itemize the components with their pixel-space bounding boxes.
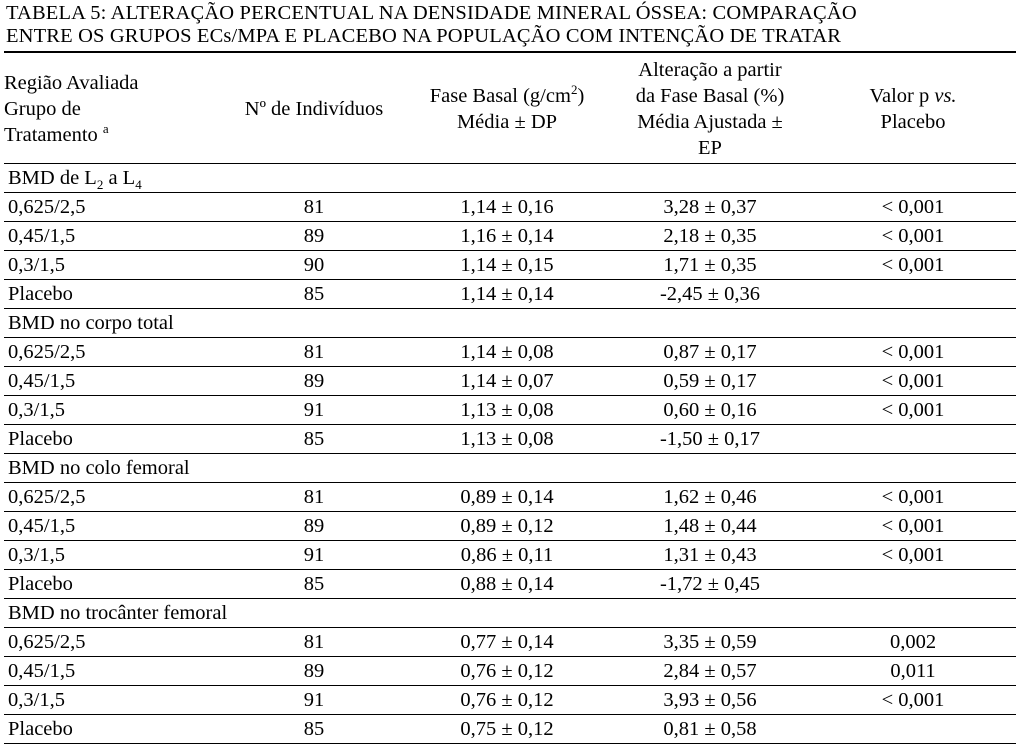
table-row: [4, 541, 1016, 570]
table-row: [4, 512, 1016, 541]
header-change-line-4: EP: [698, 137, 722, 159]
cell-n: 89: [224, 657, 404, 686]
cell-change: -1,50 ± 0,17: [610, 425, 810, 454]
header-baseline: [404, 52, 610, 164]
cell-p: < 0,001: [810, 367, 1016, 396]
cell-n: 85: [224, 715, 404, 744]
header-n-subjects-text: Nº de Indivíduos: [244, 98, 384, 120]
cell-basal: 0,75 ± 0,12: [404, 715, 610, 744]
cell-p: [810, 425, 1016, 454]
table-row: [4, 396, 1016, 425]
cell-p: < 0,001: [810, 483, 1016, 512]
cell-basal: 1,14 ± 0,14: [404, 280, 610, 309]
cell-group: Placebo: [4, 280, 224, 309]
cell-basal: 0,76 ± 0,12: [404, 686, 610, 715]
cell-basal: 0,76 ± 0,12: [404, 657, 610, 686]
cell-group: Placebo: [4, 715, 224, 744]
table-row: [4, 657, 1016, 686]
header-n-subjects: [224, 52, 404, 164]
table-row: [4, 483, 1016, 512]
table-row: [4, 425, 1016, 454]
cell-basal: 1,14 ± 0,15: [404, 251, 610, 280]
cell-group: 0,625/2,5: [4, 483, 224, 512]
cell-basal: 0,89 ± 0,14: [404, 483, 610, 512]
cell-n: 81: [224, 628, 404, 657]
cell-basal: 1,14 ± 0,08: [404, 338, 610, 367]
section-row: [4, 599, 1016, 628]
table-row: [4, 280, 1016, 309]
table-row: [4, 251, 1016, 280]
cell-basal: 0,77 ± 0,14: [404, 628, 610, 657]
cell-group: 0,3/1,5: [4, 686, 224, 715]
cell-group: 0,625/2,5: [4, 193, 224, 222]
cell-basal: 1,13 ± 0,08: [404, 425, 610, 454]
cell-n: 91: [224, 541, 404, 570]
cell-p: < 0,001: [810, 396, 1016, 425]
cell-group: 0,3/1,5: [4, 251, 224, 280]
header-footnote-marker: a: [102, 121, 109, 137]
cell-n: 91: [224, 686, 404, 715]
cell-n: 81: [224, 483, 404, 512]
cell-change: 1,31 ± 0,43: [610, 541, 810, 570]
section-title-sub-2: 4: [135, 177, 142, 193]
header-baseline-line-2: Média ± DP: [456, 111, 558, 133]
cell-p: 0,011: [810, 657, 1016, 686]
header-p-value-prefix: Valor p: [869, 85, 935, 107]
header-group-line: Grupo de: [4, 98, 81, 120]
table-row: [4, 628, 1016, 657]
header-baseline-line-1: [404, 83, 610, 109]
table-row: [4, 222, 1016, 251]
cell-p: < 0,001: [810, 512, 1016, 541]
cell-basal: 1,14 ± 0,16: [404, 193, 610, 222]
cell-group: 0,45/1,5: [4, 367, 224, 396]
cell-group: 0,3/1,5: [4, 396, 224, 425]
section-title-prefix: BMD de L: [8, 167, 97, 189]
header-p-value-vs: vs.: [934, 85, 957, 107]
caption-line-1: TABELA 5: ALTERAÇÃO PERCENTUAL NA DENSIDADE MINERAL ÓSSEA: COMPARAÇÃO: [6, 2, 857, 24]
section-row: [4, 164, 1016, 193]
cell-basal: 1,16 ± 0,14: [404, 222, 610, 251]
cell-change: 0,59 ± 0,17: [610, 367, 810, 396]
cell-group: 0,625/2,5: [4, 628, 224, 657]
table-header: [4, 52, 1016, 164]
header-change: [610, 52, 810, 164]
cell-n: 90: [224, 251, 404, 280]
cell-change: 3,35 ± 0,59: [610, 628, 810, 657]
cell-p: < 0,001: [810, 222, 1016, 251]
header-treatment-text: Tratamento: [4, 124, 98, 146]
table-row: [4, 715, 1016, 744]
cell-group: Placebo: [4, 570, 224, 599]
header-p-value: [810, 52, 1016, 164]
cell-basal: 0,89 ± 0,12: [404, 512, 610, 541]
cell-p: < 0,001: [810, 193, 1016, 222]
section-title: BMD no corpo total: [4, 309, 1016, 338]
cell-change: 3,28 ± 0,37: [610, 193, 810, 222]
cell-group: 0,3/1,5: [4, 541, 224, 570]
cell-basal: 1,14 ± 0,07: [404, 367, 610, 396]
cell-basal: 0,88 ± 0,14: [404, 570, 610, 599]
table-row: [4, 367, 1016, 396]
cell-change: 1,48 ± 0,44: [610, 512, 810, 541]
cell-change: 2,18 ± 0,35: [610, 222, 810, 251]
header-p-value-line-1: [810, 83, 1016, 109]
table-row: [4, 193, 1016, 222]
cell-group: Placebo: [4, 425, 224, 454]
cell-p: 0,002: [810, 628, 1016, 657]
cell-p: < 0,001: [810, 338, 1016, 367]
cell-p: < 0,001: [810, 686, 1016, 715]
table-row: [4, 686, 1016, 715]
table-row: [4, 338, 1016, 367]
cell-basal: 0,86 ± 0,11: [404, 541, 610, 570]
cell-p: [810, 280, 1016, 309]
header-p-value-line-2: Placebo: [880, 111, 946, 133]
bmd-table: [4, 51, 1016, 744]
section-title-sub-1: 2: [96, 177, 104, 193]
section-title: BMD no colo femoral: [4, 454, 1016, 483]
cell-n: 81: [224, 193, 404, 222]
cell-change: 1,71 ± 0,35: [610, 251, 810, 280]
cell-change: 1,62 ± 0,46: [610, 483, 810, 512]
section-title: BMD no trocânter femoral: [4, 599, 1016, 628]
cell-change: 2,84 ± 0,57: [610, 657, 810, 686]
cell-n: 81: [224, 338, 404, 367]
cell-change: 3,93 ± 0,56: [610, 686, 810, 715]
cell-group: 0,45/1,5: [4, 657, 224, 686]
header-row: [4, 52, 1016, 164]
cell-change: 0,81 ± 0,58: [610, 715, 810, 744]
table-row: [4, 570, 1016, 599]
section-row: [4, 454, 1016, 483]
cell-p: [810, 570, 1016, 599]
cell-n: 89: [224, 512, 404, 541]
header-change-line-2: da Fase Basal (%): [635, 85, 785, 107]
header-region-group: [4, 52, 224, 164]
header-change-line-3: Média Ajustada ±: [637, 111, 783, 133]
header-treatment-line: [4, 122, 224, 148]
cell-group: 0,45/1,5: [4, 222, 224, 251]
header-region-line: Região Avaliada: [4, 72, 139, 94]
section-title-mid: a L: [103, 167, 136, 189]
table-caption: [0, 0, 1021, 48]
cell-basal: 1,13 ± 0,08: [404, 396, 610, 425]
header-baseline-prefix: Fase Basal (g/cm: [429, 85, 571, 107]
header-baseline-sup: 2: [570, 82, 578, 98]
cell-p: < 0,001: [810, 251, 1016, 280]
cell-n: 85: [224, 280, 404, 309]
cell-n: 89: [224, 367, 404, 396]
cell-n: 85: [224, 570, 404, 599]
cell-n: 85: [224, 425, 404, 454]
cell-p: < 0,001: [810, 541, 1016, 570]
caption-line-2: ENTRE OS GRUPOS ECs/MPA E PLACEBO NA POPULAÇÃO COM INTENÇÃO DE TRATAR: [6, 25, 842, 47]
section-row: [4, 309, 1016, 338]
cell-change: -2,45 ± 0,36: [610, 280, 810, 309]
cell-group: 0,625/2,5: [4, 338, 224, 367]
cell-change: -1,72 ± 0,45: [610, 570, 810, 599]
cell-n: 91: [224, 396, 404, 425]
cell-n: 89: [224, 222, 404, 251]
cell-change: 0,87 ± 0,17: [610, 338, 810, 367]
table-body: [4, 164, 1016, 744]
cell-p: [810, 715, 1016, 744]
section-title: [4, 164, 1016, 193]
header-baseline-suffix: ): [577, 85, 585, 107]
header-change-line-1: Alteração a partir: [638, 59, 782, 81]
cell-change: 0,60 ± 0,16: [610, 396, 810, 425]
cell-group: 0,45/1,5: [4, 512, 224, 541]
